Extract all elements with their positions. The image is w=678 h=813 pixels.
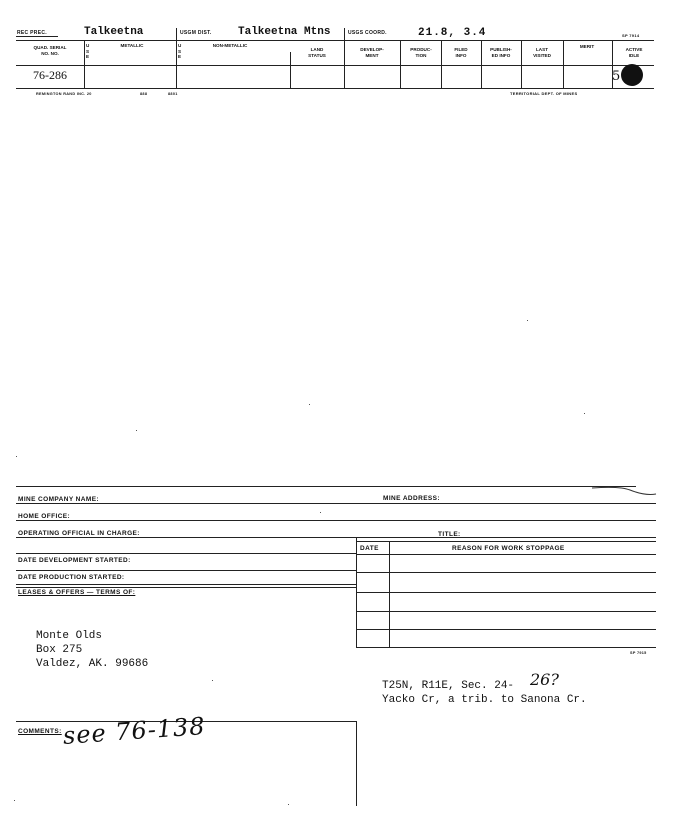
territorial-dept: TERRITORIAL DEPT. OF MINES	[510, 91, 578, 96]
metallic-header: METALLIC	[120, 43, 144, 48]
land-status-header: LAND STATUS	[308, 47, 326, 58]
bottom-form-number: SP 7915	[630, 651, 647, 655]
date-development-label: DATE DEVELOPMENT STARTED:	[18, 557, 131, 564]
serial-number: 76-286	[33, 68, 67, 82]
scan-speck	[584, 413, 585, 414]
date-column-header: DATE	[360, 545, 379, 552]
legal-section-handwritten: 26?	[530, 670, 559, 689]
usgm-dist-label: USGM DIST.	[180, 30, 212, 36]
owner-city: Valdez, AK. 99686	[36, 658, 149, 670]
imprint-code-2: 8801	[168, 92, 178, 96]
title-label: TITLE:	[438, 531, 461, 538]
scan-speck	[320, 512, 321, 513]
home-office-label: HOME OFFICE:	[18, 513, 71, 520]
operating-official-label: OPERATING OFFICIAL IN CHARGE:	[18, 530, 140, 537]
rec-prec-label: REC PREC.	[17, 30, 47, 36]
active-idle-header: ACTIVE IDLE	[625, 47, 643, 58]
use-header-nonmetallic: U S E	[178, 43, 182, 59]
legal-location: T25N, R11E, Sec. 24-	[382, 680, 515, 692]
published-info-header: PUBLISH- ED INFO	[490, 47, 512, 58]
creek-description: Yacko Cr, a trib. to Sanona Cr.	[382, 694, 587, 706]
card-edge-curve	[590, 480, 660, 500]
scan-speck	[14, 800, 15, 801]
scan-speck	[527, 320, 528, 321]
reason-column-header: REASON FOR WORK STOPPAGE	[452, 545, 565, 552]
rec-prec-value: Talkeetna	[84, 26, 144, 38]
usgs-coord-value: 21.8, 3.4	[418, 27, 487, 39]
comments-handwritten: see 76-138	[62, 712, 207, 750]
mine-address-label: MINE ADDRESS:	[383, 495, 440, 502]
form-number: SP 7914	[622, 33, 640, 38]
scan-speck	[136, 430, 137, 431]
owner-box: Box 275	[36, 644, 83, 656]
punched-hole-icon	[621, 64, 643, 86]
scan-speck	[288, 804, 289, 805]
merit-header: MERIT	[579, 44, 595, 49]
leases-offers-label: LEASES & OFFERS — TERMS OF:	[18, 589, 136, 596]
comments-label: COMMENTS:	[18, 728, 62, 735]
last-visited-header: LAST VISITED	[533, 47, 551, 58]
filed-info-header: FILED INFO	[454, 47, 468, 58]
development-header: DEVELOP- MENT	[360, 47, 384, 58]
production-header: PRODUC- TION	[410, 47, 432, 58]
scan-speck	[212, 680, 213, 681]
active-mark: 5	[612, 69, 621, 84]
printer-imprint: REMINGTON RAND INC. 20	[36, 92, 92, 96]
imprint-code-1: 888	[140, 92, 148, 96]
quad-serial-header: QUAD. SERIAL NO. NO.	[33, 45, 67, 56]
date-production-label: DATE PRODUCTION STARTED:	[18, 574, 125, 581]
scan-speck	[309, 404, 310, 405]
scan-speck	[16, 456, 17, 457]
mine-company-label: MINE COMPANY NAME:	[18, 496, 99, 503]
use-header-metallic: U S E	[86, 43, 90, 59]
usgm-dist-value: Talkeetna Mtns	[238, 26, 331, 38]
usgs-coord-label: USGS COORD.	[348, 30, 387, 36]
non-metallic-header: NON-METALLIC	[212, 43, 248, 48]
owner-name: Monte Olds	[36, 630, 103, 642]
